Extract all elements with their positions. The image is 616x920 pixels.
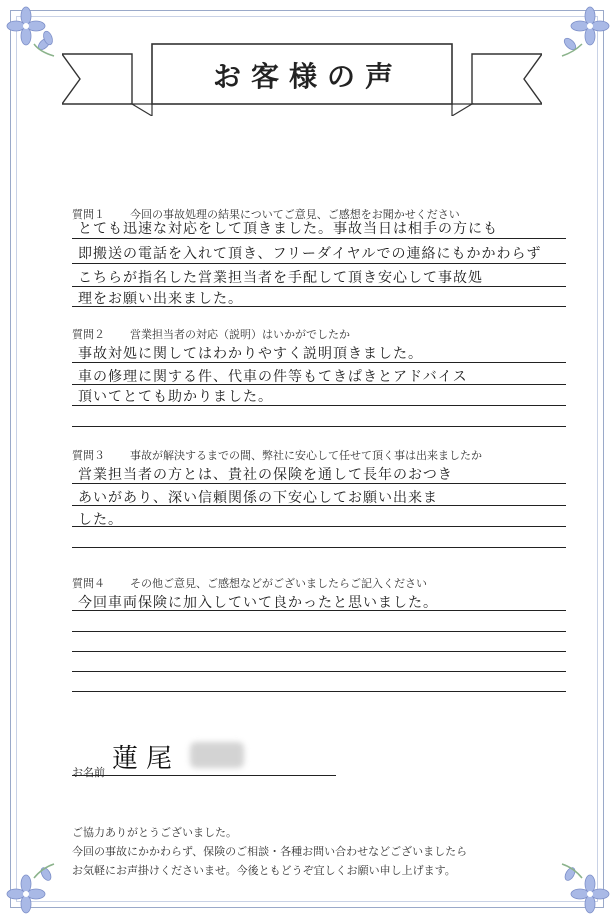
answer-line bbox=[72, 238, 566, 239]
question-text: 営業担当者の対応（説明）はいかがでしたか bbox=[130, 328, 350, 341]
answer-text: 今回車両保険に加入していて良かったと思いました。 bbox=[78, 595, 438, 611]
question-number: 質問３ bbox=[72, 449, 105, 462]
question-label bbox=[72, 326, 350, 342]
name-value: 蓮尾 bbox=[112, 744, 181, 774]
question-number: 質問２ bbox=[72, 328, 105, 341]
answer-text: あいがあり、深い信頼関係の下安心してお願い出来ま bbox=[78, 490, 438, 506]
answer-line bbox=[72, 384, 566, 385]
question-text: その他ご意見、ご感想などがございましたらご記入ください bbox=[130, 577, 427, 590]
redacted-name bbox=[190, 742, 244, 768]
name-line bbox=[72, 775, 336, 776]
answer-line bbox=[72, 426, 566, 427]
question-text: 事故が解決するまでの間、弊社に安心して任せて頂く事は出来ましたか bbox=[130, 449, 482, 462]
answer-line bbox=[72, 610, 566, 611]
flower-corner-icon bbox=[554, 858, 612, 916]
answer-line bbox=[72, 651, 566, 652]
answer-line bbox=[72, 631, 566, 632]
flower-corner-icon bbox=[4, 4, 62, 62]
footer-text: 今回の事故にかかわらず、保険のご相談・各種お問い合わせなどございましたら bbox=[72, 845, 468, 858]
footer-text: お気軽にお声掛けくださいませ。今後ともどうぞ宜しくお願い申し上げます。 bbox=[72, 864, 456, 877]
question-number: 質問４ bbox=[72, 577, 105, 590]
flower-corner-icon bbox=[554, 4, 612, 62]
page-title: お客様の声 bbox=[212, 60, 403, 93]
answer-line bbox=[72, 671, 566, 672]
footer-text: ご協力ありがとうございました。 bbox=[72, 826, 237, 839]
answer-line bbox=[72, 362, 566, 363]
answer-line bbox=[72, 263, 566, 264]
answer-line bbox=[72, 547, 566, 548]
answer-text: 即搬送の電話を入れて頂き、フリーダイヤルでの連絡にもかかわらず bbox=[78, 246, 542, 262]
answer-line bbox=[72, 286, 566, 287]
answer-line bbox=[72, 306, 566, 307]
answer-text: した。 bbox=[78, 512, 123, 528]
answer-text: 頂いてとても助かりました。 bbox=[78, 389, 273, 405]
question-number: 質問１ bbox=[72, 208, 105, 221]
answer-text: 理をお願い出来ました。 bbox=[78, 291, 243, 307]
question-label bbox=[72, 575, 427, 591]
question-text: 今回の事故処理の結果についてご意見、ご感想をお聞かせください bbox=[130, 208, 460, 221]
answer-text: とても迅速な対応をして頂きました。事故当日は相手の方にも bbox=[78, 221, 498, 237]
answer-line bbox=[72, 505, 566, 506]
answer-line bbox=[72, 691, 566, 692]
question-label bbox=[72, 447, 482, 463]
answer-text: 営業担当者の方とは、貴社の保険を通して長年のおつき bbox=[78, 467, 453, 483]
answer-text: こちらが指名した営業担当者を手配して頂き安心して事故処 bbox=[78, 270, 483, 286]
flower-corner-icon bbox=[4, 858, 62, 916]
answer-line bbox=[72, 526, 566, 527]
answer-line bbox=[72, 405, 566, 406]
answer-text: 車の修理に関する件、代車の件等もてきぱきとアドバイス bbox=[78, 369, 468, 385]
name-label: お名前 bbox=[72, 766, 105, 779]
answer-text: 事故対処に関してはわかりやすく説明頂きました。 bbox=[78, 346, 423, 362]
answer-line bbox=[72, 483, 566, 484]
